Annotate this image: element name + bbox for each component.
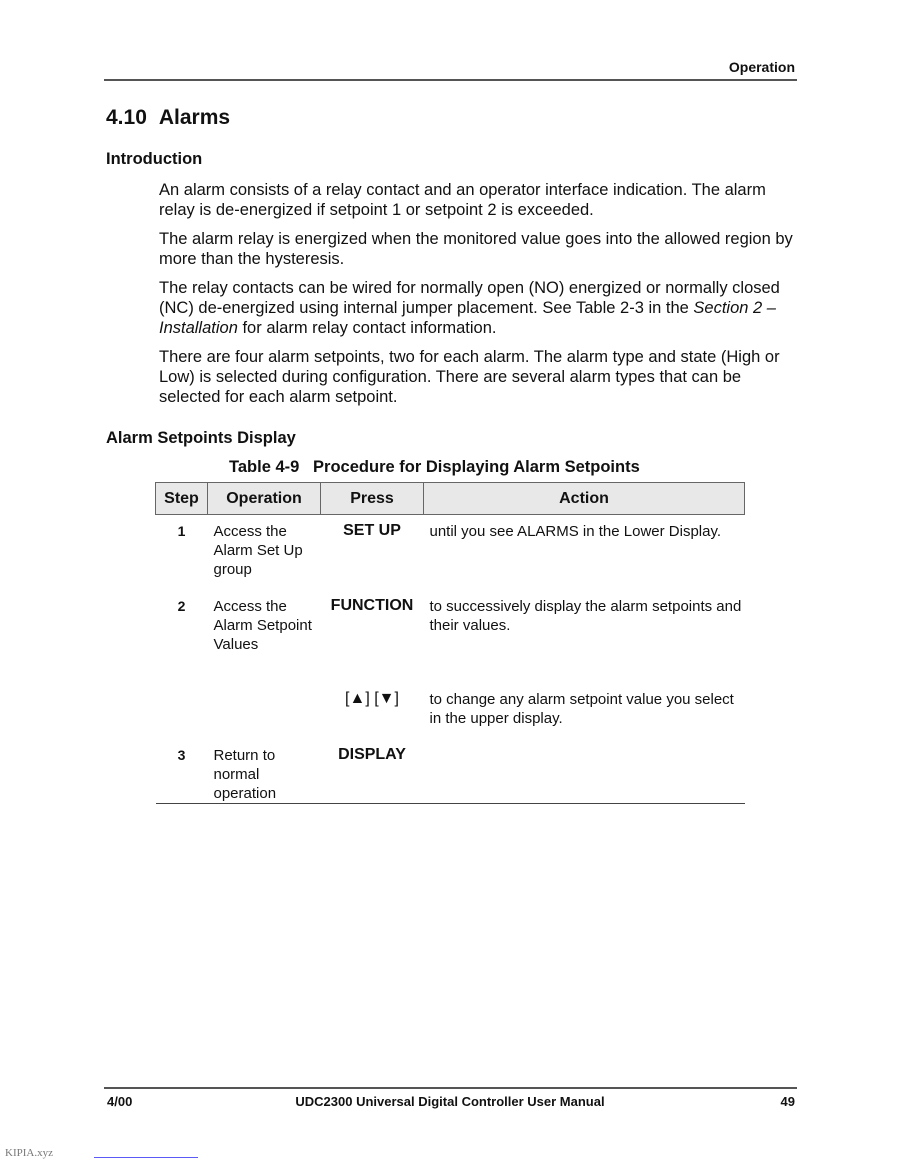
- action-cell: to change any alarm setpoint value you select in the upper display.: [429, 691, 734, 727]
- paragraph-text: The relay contacts can be wired for normally open (NO) energized or normally closed (NC) de-energized using internal jumper placement. See Table 2-3 in the: [159, 279, 780, 317]
- action-cell: [424, 739, 745, 804]
- press-key: FUNCTION: [330, 597, 414, 614]
- running-header-title: Operation: [728, 59, 795, 75]
- footer-manual-title: UDC2300 Universal Digital Controller User Manual: [295, 1094, 605, 1109]
- action-cell: to successively display the alarm setpoints and their values.: [429, 598, 742, 634]
- introduction-body: [159, 180, 804, 416]
- header-rule: [104, 79, 797, 81]
- intro-paragraph-3: [159, 278, 804, 338]
- step-number: [156, 683, 208, 739]
- footer-date: 4/00: [107, 1094, 133, 1109]
- alarm-setpoints-heading: Alarm Setpoints Display: [106, 429, 296, 447]
- column-header-operation: Operation: [208, 483, 321, 515]
- operation-cell: Return to normal operation: [208, 739, 321, 804]
- table-row: [156, 590, 745, 683]
- operation-cell: [208, 683, 321, 739]
- introduction-heading: Introduction: [106, 150, 203, 168]
- intro-paragraph-4: There are four alarm setpoints, two for each alarm. The alarm type and state (High or Low) is selected during configuration. There are several alarm types that can be selected for each alarm setpoint.: [159, 348, 780, 406]
- step-number: 2: [177, 598, 186, 614]
- operation-cell: Access the Alarm Set Up group: [213, 523, 303, 578]
- action-cell: until you see ALARMS in the Lower Display.: [429, 523, 722, 540]
- section-name: Alarms: [158, 106, 231, 129]
- section-reference: Section 2 – Installation: [159, 299, 776, 337]
- column-header-press: Press: [321, 483, 424, 515]
- step-number: 3: [156, 739, 208, 804]
- column-header-action: Action: [424, 483, 745, 515]
- press-key: DISPLAY: [321, 739, 424, 804]
- watermark-link[interactable]: [94, 1157, 198, 1158]
- intro-paragraph-2: The alarm relay is energized when the monitored value goes into the allowed region by more than the hysteresis.: [159, 230, 793, 268]
- procedure-table: [155, 482, 745, 804]
- table-header-row: [156, 483, 745, 515]
- paragraph-text: for alarm relay contact information.: [237, 319, 497, 337]
- table-row: [156, 683, 745, 739]
- footer-rule: [104, 1087, 797, 1089]
- section-number: 4.10: [106, 106, 147, 129]
- watermark-text: KIPIA.xyz: [5, 1147, 53, 1159]
- column-header-step: Step: [156, 483, 208, 515]
- intro-paragraph-1: An alarm consists of a relay contact and an operator interface indication. The alarm relay is de-energized if setpoint 1 or setpoint 2 is exceeded.: [159, 181, 766, 219]
- up-down-arrow-keys: [▲] [▼]: [345, 690, 399, 707]
- table-row: [156, 515, 745, 591]
- press-key: SET UP: [343, 522, 401, 539]
- operation-cell: Access the Alarm Setpoint Values: [213, 598, 312, 653]
- step-number: 1: [177, 523, 186, 539]
- table-row: [156, 739, 745, 804]
- footer-page-number: 49: [780, 1094, 795, 1109]
- section-title: [106, 106, 230, 130]
- table-caption: Table 4-9 Procedure for Displaying Alarm Setpoints: [229, 458, 640, 476]
